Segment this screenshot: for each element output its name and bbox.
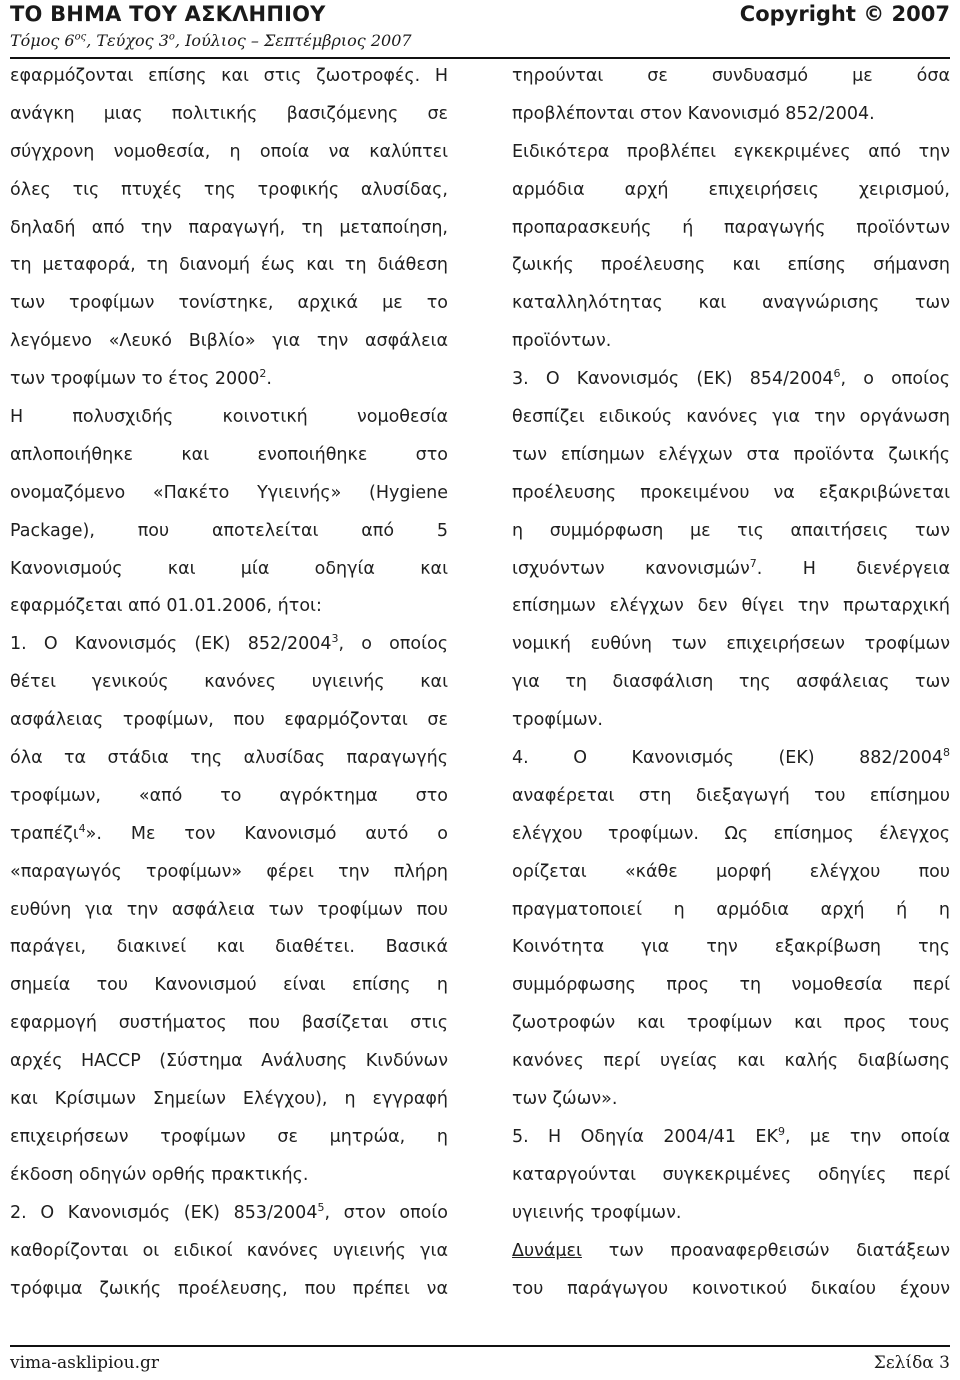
text-line: κανόνες περί υγείας και καλής διαβίωσης [512, 1051, 950, 1072]
footnote-ref-9: 9 [777, 1125, 785, 1139]
text-segment: . Η διενέργεια [756, 558, 950, 579]
left-column [10, 58, 448, 1308]
text-line: θεσπίζει ειδικούς κανόνες για την οργάνωση [512, 407, 950, 428]
footnote-ref-4: 4 [78, 821, 86, 835]
text-line: δηλαδή από την παραγωγή, τη μεταποίηση, [10, 217, 448, 238]
text-line: Κοινότητα για την εξακρίβωση της [512, 937, 950, 958]
text-line [512, 551, 950, 589]
website-url: vima-asklipiou.gr [10, 1353, 159, 1373]
text-line: προέλευσης προκειμένου να εξακριβώνεται [512, 482, 950, 503]
right-column [512, 58, 950, 1308]
text-line: ελέγχου τροφίμων. Ως επίσημος έλεγχος [512, 823, 950, 844]
text-line: εφαρμόζεται από 01.01.2006, ήτοι: [10, 596, 322, 617]
text-line: ασφάλειας τροφίμων, που εφαρμόζονται σε [10, 710, 448, 731]
copyright-notice: Copyright © 2007 [739, 2, 950, 26]
footnote-ref-7: 7 [749, 556, 757, 570]
text-line: ανάγκη μιας πολιτικής βασιζόμενης σε [10, 103, 448, 124]
text-line: αρχές HACCP (Σύστημα Ανάλυσης Κινδύνων [10, 1051, 448, 1072]
text-line: ευθύνη για την ασφάλεια των τροφίμων που [10, 899, 448, 920]
text-line [10, 816, 448, 854]
text-line: τρόφιμα ζωικής προέλευσης, που πρέπει να [10, 1278, 448, 1299]
footnote-ref-2: 2 [259, 367, 267, 381]
footnote-ref-8: 8 [943, 746, 950, 760]
text-line: νομική ευθύνη των επιχειρήσεων τροφίμων [512, 634, 950, 655]
text-line: λεγόμενο «Λευκό Βιβλίο» για την ασφάλεια [10, 331, 448, 352]
text-line: των τροφίμων τονίστηκε, αρχικά με το [10, 293, 448, 314]
text-line: Κανονισμούς και μία οδηγία και [10, 558, 448, 579]
text-line: των ζώων». [512, 1089, 618, 1110]
text-line: και Κρίσιμων Σημείων Ελέγχου), η εγγραφή [10, 1089, 448, 1110]
text-line [512, 1119, 950, 1157]
text-line: επιχειρήσεων τροφίμων σε μητρώα, η [10, 1126, 448, 1147]
text-segment: 4. Ο Κανονισμός (ΕΚ) 882/2004 [512, 748, 943, 769]
text-line: των επίσημων ελέγχων στα προϊόντα ζωικής [512, 444, 950, 465]
text-line: τηρούνται σε συνδυασμό με όσα [512, 66, 950, 86]
footnote-ref-3: 3 [331, 632, 339, 646]
text-line: Ειδικότερα προβλέπει εγκεκριμένες από την [512, 141, 950, 162]
text-segment: 5. Η Οδηγία 2004/41 ΕΚ [512, 1126, 778, 1147]
text-line: θέτει γενικούς κανόνες υγιεινής και [10, 672, 448, 693]
issue-volume-sup: ος [74, 31, 87, 43]
text-line: αναφέρεται στη διεξαγωγή του επίσημου [512, 785, 950, 806]
text-line: όλες τις πτυχές της τροφικής αλυσίδας, [10, 179, 448, 200]
text-line: για τη διασφάλιση της ασφάλειας των [512, 672, 950, 693]
text-line [10, 626, 448, 664]
text-line: ζωοτροφών και τροφίμων και προς τους [512, 1013, 950, 1034]
text-line: καταργούνται συγκεκριμένες οδηγίες περί [512, 1164, 950, 1185]
text-line: απλοποιήθηκε και ενοποιήθηκε στο [10, 444, 448, 465]
text-line [512, 361, 950, 399]
text-line: εφαρμογή συστήματος που βασίζεται στις [10, 1013, 448, 1034]
text-segment: ». Με τον Κανονισμό αυτό ο [85, 823, 448, 844]
text-line: ζωικής προέλευσης και επίσης σήμανση [512, 255, 950, 276]
text-line: παράγει, διακινεί και διαθέτει. Βασικά [10, 937, 448, 958]
text-line: σύγχρονη νομοθεσία, η οποία να καλύπτει [10, 141, 448, 162]
page-footer [10, 1353, 950, 1375]
page-header [10, 0, 950, 58]
text-line: έκδοση οδηγών ορθής πρακτικής. [10, 1164, 309, 1185]
text-segment: 3. Ο Κανονισμός (ΕΚ) 854/2004 [512, 369, 834, 390]
issue-number-sup: ο [168, 31, 175, 43]
text-line: προβλέπονται στον Κανονισμό 852/2004. [512, 103, 875, 124]
text-line: εφαρμόζονται επίσης και στις ζωοτροφές. Η [10, 66, 448, 86]
text-line [512, 740, 950, 778]
footnote-ref-5: 5 [317, 1200, 325, 1214]
text-line: τροφίμων, «από το αγρόκτημα στο [10, 785, 448, 806]
text-line: τροφίμων. [512, 710, 603, 731]
text-segment: . [266, 369, 272, 390]
text-line: όλα τα στάδια της αλυσίδας παραγωγής [10, 748, 448, 769]
text-line: προπαρασκευής ή παραγωγής προϊόντων [512, 217, 950, 238]
issue-period: , Ιούλιος – Σεπτέμβριος 2007 [174, 31, 412, 50]
text-segment: ισχυόντων κανονισμών [512, 558, 750, 579]
text-line: καταλληλότητας και αναγνώρισης των [512, 293, 950, 314]
text-line: τη μεταφορά, τη διανομή έως και τη διάθεση [10, 255, 448, 276]
text-segment: , με την οποία [784, 1126, 950, 1147]
issue-number: , Τεύχος 3 [86, 31, 169, 50]
text-line: ορίζεται «κάθε μορφή ελέγχου που [512, 861, 950, 882]
journal-title: ΤΟ ΒΗΜΑ ΤΟΥ ΑΣΚΛΗΠΙΟΥ [10, 2, 326, 26]
text-line: Η πολυσχιδής κοινοτική νομοθεσία [10, 407, 448, 428]
text-line: επίσημων ελέγχων δεν θίγει την πρωταρχική [512, 596, 950, 617]
text-line: η συμμόρφωση με τις απαιτήσεις των [512, 520, 950, 541]
text-segment: , στον οποίο [324, 1202, 448, 1223]
issue-volume: Τόμος 6 [10, 31, 75, 50]
text-segment: , ο οποίος [840, 369, 950, 390]
issue-info [10, 31, 412, 50]
text-line: του παράγωγου κοινοτικού δικαίου έχουν [512, 1278, 950, 1299]
text-line: Δυνάμει των προαναφερθεισών διατάξεων [512, 1240, 950, 1261]
text-line: σημεία του Κανονισμού είναι επίσης η [10, 975, 448, 996]
text-line: ονομαζόμενο «Πακέτο Υγιεινής» (Hygiene [10, 482, 448, 503]
text-segment: , ο οποίος [338, 634, 448, 655]
text-line: πραγματοποιεί η αρμόδια αρχή ή η [512, 899, 950, 920]
text-line: Package), που αποτελείται από 5 [10, 520, 448, 541]
page-number: Σελίδα 3 [873, 1353, 950, 1373]
footnote-ref-6: 6 [833, 367, 841, 381]
text-line [10, 361, 448, 399]
text-segment: 2. Ο Κανονισμός (ΕΚ) 853/2004 [10, 1202, 318, 1223]
footer-rule [10, 1345, 950, 1347]
underlined-word: Δυνάμει [512, 1240, 582, 1261]
text-line: καθορίζονται οι ειδικοί κανόνες υγιεινής για [10, 1240, 448, 1261]
text-line [10, 1195, 448, 1233]
text-line: «παραγωγός τροφίμων» φέρει την πλήρη [10, 861, 448, 882]
text-line: συμμόρφωσης προς τη νομοθεσία περί [512, 975, 950, 996]
text-segment: 1. Ο Κανονισμός (ΕΚ) 852/2004 [10, 634, 332, 655]
text-line: υγιεινής τροφίμων. [512, 1202, 682, 1223]
text-segment: των τροφίμων το έτος 2000 [10, 369, 260, 390]
text-line: προϊόντων. [512, 331, 612, 352]
text-line: αρμόδια αρχή επιχειρήσεις χειρισμού, [512, 179, 950, 200]
text-segment: τραπέζι [10, 823, 79, 844]
